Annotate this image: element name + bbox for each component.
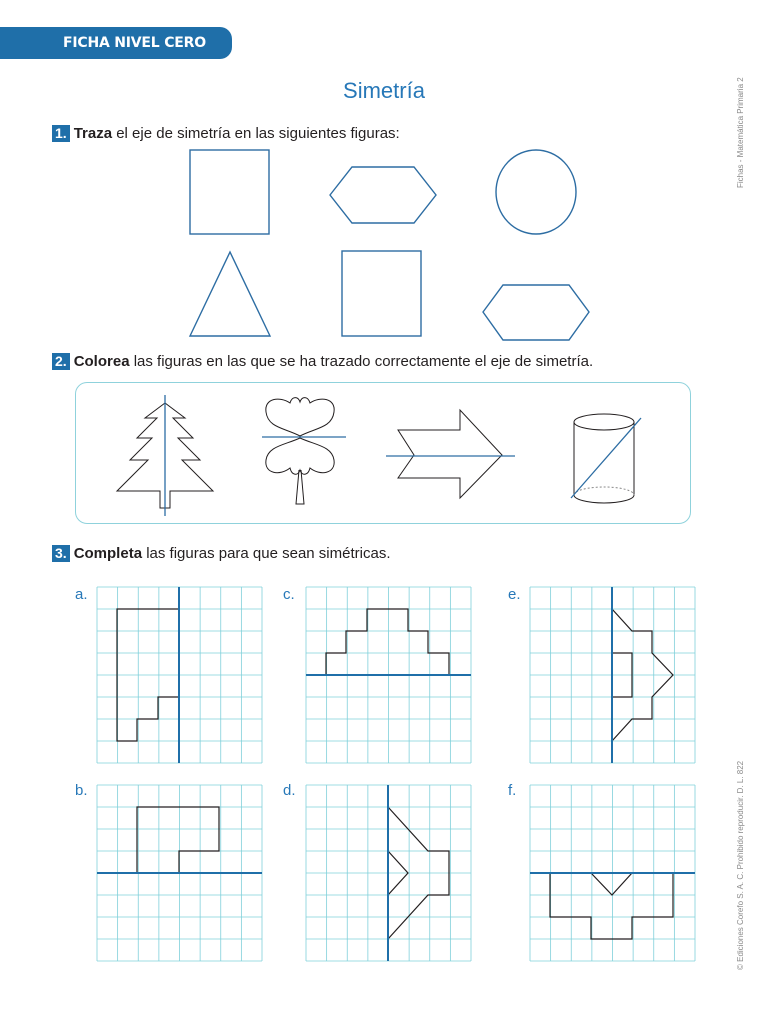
question-number: 2.	[52, 353, 70, 370]
question-text: las figuras en las que se ha trazado correctamente el eje de simetría.	[129, 353, 594, 370]
question-verb: Traza	[73, 125, 113, 142]
cylinder-figure	[571, 414, 641, 503]
grid-e	[530, 587, 695, 763]
grid-label-b: b.	[75, 782, 88, 799]
tree-figure	[117, 395, 213, 516]
question-number: 3.	[52, 545, 70, 562]
side-note-bottom: © Ediciones Corefo S. A. C. Prohibido reproducir. D. L. 822	[736, 760, 745, 970]
question-3	[52, 545, 390, 562]
header-label: FICHA NIVEL CERO	[63, 35, 206, 51]
grid-label-f: f.	[508, 782, 517, 799]
page-title: Simetría	[343, 78, 425, 103]
grid-c	[306, 587, 471, 763]
question-verb: Colorea	[73, 353, 130, 370]
grid-a	[97, 587, 262, 763]
grid-label-e: e.	[508, 586, 521, 603]
question-verb: Completa	[73, 545, 143, 562]
grid-label-a: a.	[75, 586, 88, 603]
question-text: el eje de simetría en las siguientes figuras:	[112, 125, 400, 142]
clover-figure	[262, 398, 346, 504]
side-note-top: Fichas - Matemática Primaria 2	[736, 77, 745, 188]
grid-label-d: d.	[283, 782, 296, 799]
question-number: 1.	[52, 125, 70, 142]
grid-b	[97, 785, 262, 961]
grid-f	[530, 785, 695, 961]
grid-d	[306, 785, 471, 961]
grid-label-c: c.	[283, 586, 295, 603]
arrow-figure	[386, 410, 515, 498]
question-text: las figuras para que sean simétricas.	[142, 545, 391, 562]
